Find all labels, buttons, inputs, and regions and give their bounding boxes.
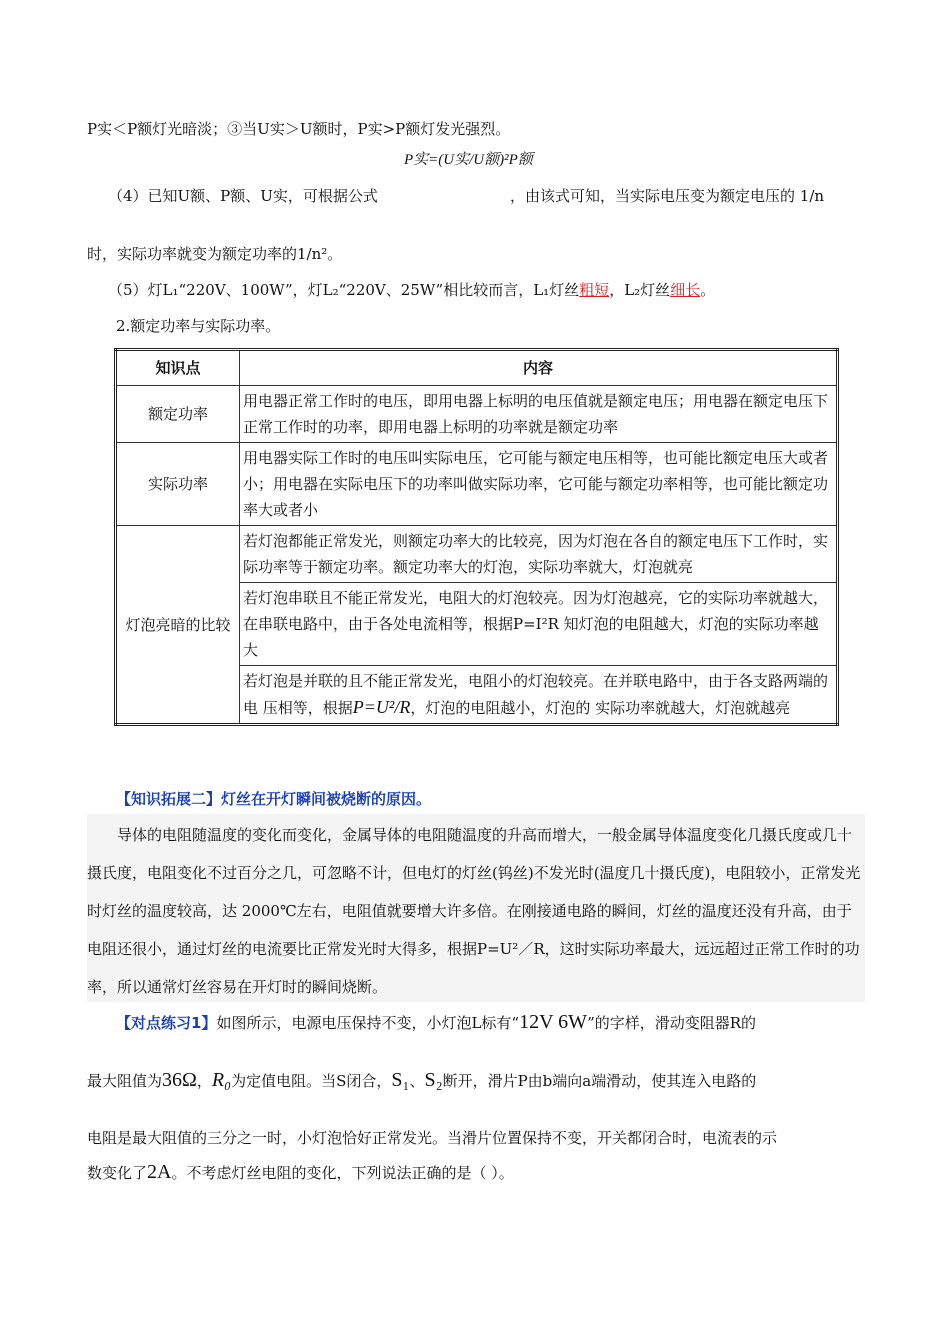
exercise-text-9: 数变化了 bbox=[87, 1164, 148, 1182]
expansion-title: 【知识拓展二】灯丝在开灯瞬间被烧断的原因。 bbox=[116, 790, 432, 808]
resistor-r0: R₀ bbox=[211, 1069, 232, 1091]
exercise-line-3: 电阻是最大阻值的三分之一时，小灯泡恰好正常发光。当滑片位置保持不变，开关都闭合时，电流表的示 bbox=[87, 1129, 778, 1147]
exercise-text-5: 为定值电阻。当S闭合， bbox=[231, 1072, 392, 1090]
exercise-label: 【对点练习1】 bbox=[116, 1014, 217, 1032]
table-row bbox=[116, 526, 838, 583]
formula-p-u2-r: P=U²/R bbox=[352, 697, 411, 717]
section-2-title: 2.额定功率与实际功率。 bbox=[116, 317, 281, 335]
exercise-text-6: 、 bbox=[409, 1072, 425, 1090]
expansion-body: 导体的电阻随温度的变化而变化，金属导体的电阻随温度的升高而增大，一般金属导体温度变化几摄氏度或几十摄氏度，电阻变化不过百分之几，可忽略不计，但电灯的灯丝(钨丝)不发光时(温度几十摄氏度)，电阻较小，正常发光时灯丝的温度较高，达 2000℃左右，电阻值就要增大许多倍。在刚接通电路的瞬间，灯丝的温度还没有升高，由于电阻还很小，通过灯丝的电流要比正常发光时大得多，根据P=U²／R，这时实际功率最大，远远超过正常工作时的功率，所以通常灯丝容易在开灯时的瞬间烧断。 bbox=[87, 826, 861, 996]
table-header-content: 内容 bbox=[240, 350, 838, 386]
p5-line bbox=[108, 280, 715, 300]
table-row bbox=[116, 386, 838, 443]
max-resistance: 36Ω bbox=[162, 1069, 197, 1091]
formula-p4: P实=(U实/U额)²P额 bbox=[404, 152, 533, 168]
table-cell-content: 用电器实际工作时的电压叫实际电压，它可能与额定电压相等，也可能比额定电压大或者小；用电器在实际电压下的功率叫做实际功率，它可能与额定功率相等，也可能比额定功率大或者小 bbox=[240, 443, 838, 526]
exercise-text-10: 。不考虑灯丝电阻的变化，下列说法正确的是（ ）。 bbox=[171, 1164, 514, 1182]
p4-prefix: （4）已知U额、P额、U实，可根据公式 bbox=[108, 187, 378, 205]
p5-highlight-thick: 粗短 bbox=[579, 281, 610, 299]
exercise-line-1 bbox=[116, 1012, 756, 1033]
current-change: 2A bbox=[147, 1161, 172, 1183]
exercise-line-2 bbox=[87, 1070, 756, 1091]
table-cell-content: 用电器正常工作时的电压，即用电器上标明的电压值就是额定电压；用电器在额定电压下正常工作时的功率，即用电器上标明的功率就是额定功率 bbox=[240, 386, 838, 443]
table-row bbox=[116, 443, 838, 526]
switch-s1: S₁ bbox=[391, 1069, 410, 1091]
p5-highlight-thin: 细长 bbox=[670, 281, 701, 299]
table-cell-content bbox=[240, 666, 838, 725]
exercise-text-4: ， bbox=[196, 1072, 212, 1090]
p5-text-b: ，L₂灯丝 bbox=[609, 281, 671, 299]
lamp-rating: 12V 6W bbox=[519, 1011, 588, 1033]
power-table bbox=[114, 348, 839, 726]
exercise-text-3: 最大阻值为 bbox=[87, 1072, 163, 1090]
exercise-text-1: 如图所示，电源电压保持不变，小灯泡L标有“ bbox=[216, 1014, 520, 1032]
exercise-line-4 bbox=[87, 1162, 514, 1183]
exercise-text-2: ”的字样，滑动变阻器R的 bbox=[587, 1014, 757, 1032]
p5-text-c: 。 bbox=[700, 281, 716, 299]
p4-line2: 时，实际功率就变为额定功率的1/n²。 bbox=[87, 245, 343, 263]
table-cell-topic: 实际功率 bbox=[116, 443, 240, 526]
table-cell-content: 若灯泡串联且不能正常发光，电阻大的灯泡较亮。因为灯泡越亮，它的实际功率就越大，在串联电路中，由于各处电流相等，根据P=I²R 知灯泡的电阻越大，灯泡的实际功率越大 bbox=[240, 583, 838, 666]
table-header-row bbox=[116, 350, 838, 386]
p5-text-a: （5）灯L₁“220V、100W”，灯L₂“220V、25W”相比较而言，L₁灯丝 bbox=[108, 281, 580, 299]
exercise-text-7: 断开，滑片P由b端向a端滑动，使其连入电路的 bbox=[442, 1072, 757, 1090]
table-cell-content: 若灯泡都能正常发光，则额定功率大的比较亮，因为灯泡在各自的额定电压下工作时，实际功率等于额定功率。额定功率大的灯泡，实际功率就大，灯泡就亮 bbox=[240, 526, 838, 583]
table-header-topic: 知识点 bbox=[116, 350, 240, 386]
cell-text-b: ，灯泡的电阻越小，灯泡的 实际功率就越大，灯泡就越亮 bbox=[410, 699, 791, 717]
switch-s2: S₂ bbox=[424, 1069, 443, 1091]
p4-suffix: ，由该式可知，当实际电压变为额定电压的 1/n bbox=[510, 187, 825, 205]
table-cell-topic: 额定功率 bbox=[116, 386, 240, 443]
intro-line-1: P实＜P额灯光暗淡；③当U实＞U额时，P实>P额灯发光强烈。 bbox=[87, 120, 511, 138]
table-cell-topic: 灯泡亮暗的比较 bbox=[116, 526, 240, 725]
cell-text-a: 若灯泡是并联的且不能正常发光，电阻小的灯泡较亮。在并联电路中，由于各支路两端的电 压相等，根据 bbox=[243, 672, 829, 717]
